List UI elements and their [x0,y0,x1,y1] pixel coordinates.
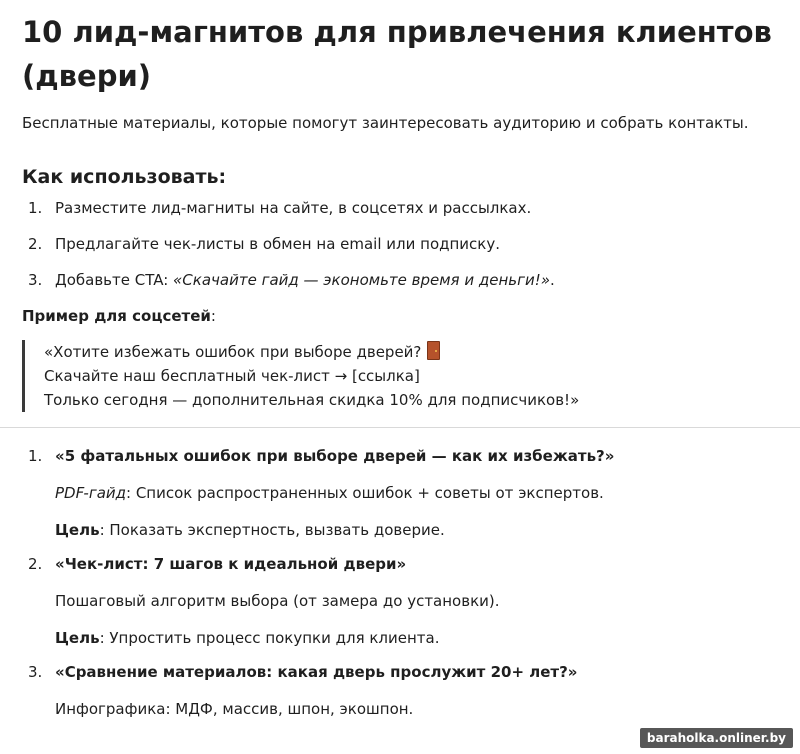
goal-label: Цель [55,521,100,539]
example-label-suffix: : [210,307,216,325]
goal-text: : Показать экспертность, вызвать доверие. [99,521,445,539]
step-prefix: Добавьте CTA: [55,271,174,289]
list-item [22,552,792,650]
how-to-steps [22,196,792,292]
quote-line: Скачайте наш бесплатный чек-лист → [ссылка] [44,367,420,385]
divider [0,427,800,428]
quote-line: Только сегодня — дополнительная скидка 10% для подписчиков!» [44,391,580,409]
magnet-goal [55,518,792,542]
quote-line [44,340,792,364]
magnet-title: «Сравнение материалов: какая дверь прослужит 20+ лет?» [55,663,578,681]
step-text: Разместите лид-магниты на сайте, в соцсетях и рассылках. [55,199,532,217]
magnet-description [55,481,792,505]
magnet-title: «Чек-лист: 7 шагов к идеальной двери» [55,555,407,573]
list-item [22,232,792,256]
list-number: 2. [28,235,43,253]
lead-magnet-list [22,444,792,721]
list-number: 1. [28,447,43,465]
list-number: 3. [28,663,43,681]
step-text: Предлагайте чек-листы в обмен на email или подписку. [55,235,501,253]
magnet-title: «5 фатальных ошибок при выборе дверей — как их избежать?» [55,447,615,465]
magnet-goal [55,626,792,650]
goal-text: : Упростить процесс покупки для клиента. [99,629,440,647]
list-number: 1. [28,199,43,217]
list-number: 2. [28,555,43,573]
magnet-description: Инфографика: МДФ, массив, шпон, экошпон. [55,700,414,718]
goal-label: Цель [55,629,100,647]
list-item [22,196,792,220]
page-subtitle: Бесплатные материалы, которые помогут заинтересовать аудиторию и собрать контакты. [22,114,749,132]
quote-line-text: «Хотите избежать ошибок при выборе дверей? [44,343,422,361]
example-label [22,304,792,328]
magnet-description: Пошаговый алгоритм выбора (от замера до установки). [55,592,500,610]
cta-quote: «Скачайте гайд — экономьте время и деньги!» [173,271,551,289]
magnet-format: PDF-гайд [55,484,127,502]
page-title: 10 лид-магнитов для привлечения клиентов (двери) [22,15,772,93]
list-item [22,268,792,292]
document [22,10,792,731]
example-quote [22,340,792,412]
how-to-heading: Как использовать: [22,166,227,188]
list-number: 3. [28,271,43,289]
list-item [22,444,792,542]
magnet-description-text: : Список распространенных ошибок + советы от экспертов. [126,484,604,502]
example-label-bold: Пример для соцсетей [22,307,211,325]
step-suffix: . [550,271,555,289]
watermark: baraholka.onliner.by [640,728,793,748]
list-item [22,660,792,721]
door-icon [427,341,440,360]
